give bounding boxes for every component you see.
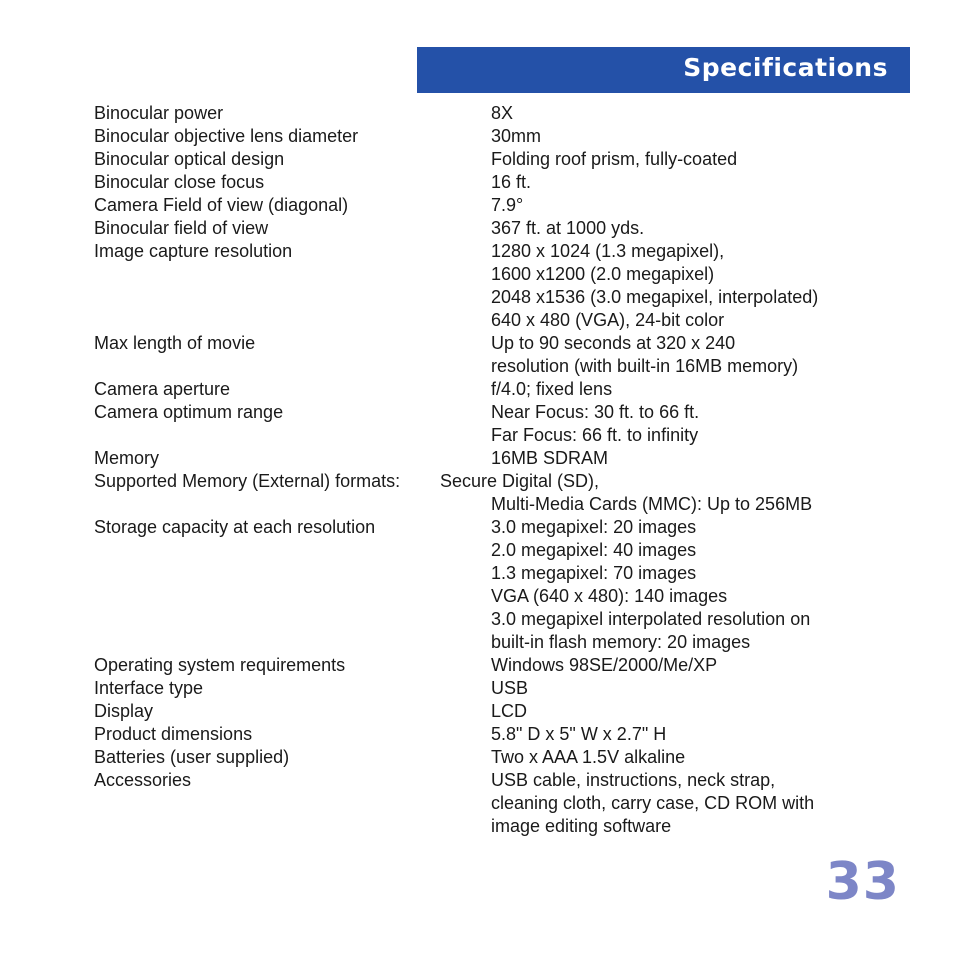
spec-values	[491, 447, 874, 470]
spec-value: 2.0 megapixel: 40 images	[491, 540, 697, 560]
spec-values	[491, 194, 874, 217]
spec-value: USB	[491, 678, 529, 698]
spec-label: Display	[94, 701, 154, 721]
spec-label: Binocular objective lens diameter	[94, 126, 359, 146]
spec-label: Product dimensions	[94, 724, 253, 744]
spec-values	[491, 148, 874, 171]
spec-value: VGA (640 x 480): 140 images	[491, 586, 728, 606]
spec-value: 30mm	[491, 126, 542, 146]
spec-label: Binocular optical design	[94, 149, 285, 169]
spec-values	[491, 746, 874, 769]
spec-row	[94, 378, 874, 401]
spec-values	[491, 723, 874, 746]
page-number: 33	[825, 852, 900, 912]
spec-row	[94, 723, 874, 746]
header-bar	[417, 47, 910, 93]
spec-label: Accessories	[94, 770, 192, 790]
spec-table	[94, 102, 874, 838]
spec-values	[491, 654, 874, 677]
spec-label: Camera aperture	[94, 379, 231, 399]
spec-values	[491, 332, 874, 378]
spec-label: Operating system requirements	[94, 655, 346, 675]
spec-row	[94, 332, 874, 378]
spec-label: Camera Field of view (diagonal)	[94, 195, 349, 215]
spec-value: Secure Digital (SD),	[440, 471, 600, 491]
spec-row	[94, 654, 874, 677]
spec-label: Camera optimum range	[94, 402, 284, 422]
spec-values	[491, 378, 874, 401]
spec-row	[94, 125, 874, 148]
page-title: Specifications	[683, 53, 888, 82]
spec-label: Supported Memory (External) formats:	[94, 471, 401, 491]
spec-row	[94, 516, 874, 654]
spec-values	[491, 677, 874, 700]
spec-row	[94, 217, 874, 240]
spec-label: Interface type	[94, 678, 204, 698]
spec-row	[94, 171, 874, 194]
spec-value: 640 x 480 (VGA), 24-bit color	[491, 310, 725, 330]
spec-value: 1.3 megapixel: 70 images	[491, 563, 697, 583]
spec-values	[491, 401, 874, 447]
spec-row	[94, 148, 874, 171]
spec-row	[94, 401, 874, 447]
spec-row	[94, 194, 874, 217]
spec-value: Near Focus: 30 ft. to 66 ft.	[491, 402, 700, 422]
spec-row	[94, 746, 874, 769]
spec-row	[94, 447, 874, 470]
spec-value: built-in flash memory: 20 images	[491, 632, 751, 652]
spec-value: 5.8" D x 5" W x 2.7" H	[491, 724, 667, 744]
spec-values	[491, 217, 874, 240]
spec-value: Up to 90 seconds at 320 x 240	[491, 333, 736, 353]
spec-values	[491, 171, 874, 194]
spec-row	[94, 102, 874, 125]
spec-row	[94, 240, 874, 332]
spec-value: 3.0 megapixel: 20 images	[491, 517, 697, 537]
spec-values	[440, 470, 874, 516]
spec-values	[491, 102, 874, 125]
spec-label: Binocular field of view	[94, 218, 269, 238]
spec-value: Far Focus: 66 ft. to infinity	[491, 425, 699, 445]
spec-value: Two x AAA 1.5V alkaline	[491, 747, 686, 767]
spec-value: 2048 x1536 (3.0 megapixel, interpolated)	[491, 287, 819, 307]
spec-value: cleaning cloth, carry case, CD ROM with	[491, 793, 815, 813]
spec-label: Binocular close focus	[94, 172, 265, 192]
spec-value: USB cable, instructions, neck strap,	[491, 770, 776, 790]
spec-row	[94, 677, 874, 700]
spec-row	[94, 470, 874, 516]
spec-value: 1280 x 1024 (1.3 megapixel),	[491, 241, 725, 261]
spec-label: Binocular power	[94, 103, 224, 123]
spec-value: 16MB SDRAM	[491, 448, 609, 468]
spec-values	[491, 700, 874, 723]
spec-value: f/4.0; fixed lens	[491, 379, 613, 399]
spec-value: Folding roof prism, fully-coated	[491, 149, 738, 169]
spec-label: Memory	[94, 448, 160, 468]
spec-label: Max length of movie	[94, 333, 256, 353]
spec-value: Windows 98SE/2000/Me/XP	[491, 655, 718, 675]
spec-value: 8X	[491, 103, 514, 123]
spec-values	[491, 125, 874, 148]
spec-value: resolution (with built-in 16MB memory)	[491, 356, 799, 376]
spec-label: Image capture resolution	[94, 241, 293, 261]
spec-row	[94, 700, 874, 723]
spec-value: LCD	[491, 701, 528, 721]
spec-value: 3.0 megapixel interpolated resolution on	[491, 609, 811, 629]
spec-value: 7.9°	[491, 195, 524, 215]
spec-value: image editing software	[491, 816, 672, 836]
spec-values	[491, 240, 874, 332]
spec-value: 16 ft.	[491, 172, 532, 192]
spec-value: Multi-Media Cards (MMC): Up to 256MB	[491, 494, 813, 514]
spec-value: 367 ft. at 1000 yds.	[491, 218, 645, 238]
spec-values	[491, 516, 874, 654]
spec-row	[94, 769, 874, 838]
spec-label: Batteries (user supplied)	[94, 747, 290, 767]
spec-label: Storage capacity at each resolution	[94, 517, 376, 537]
spec-value: 1600 x1200 (2.0 megapixel)	[491, 264, 715, 284]
spec-values	[491, 769, 874, 838]
